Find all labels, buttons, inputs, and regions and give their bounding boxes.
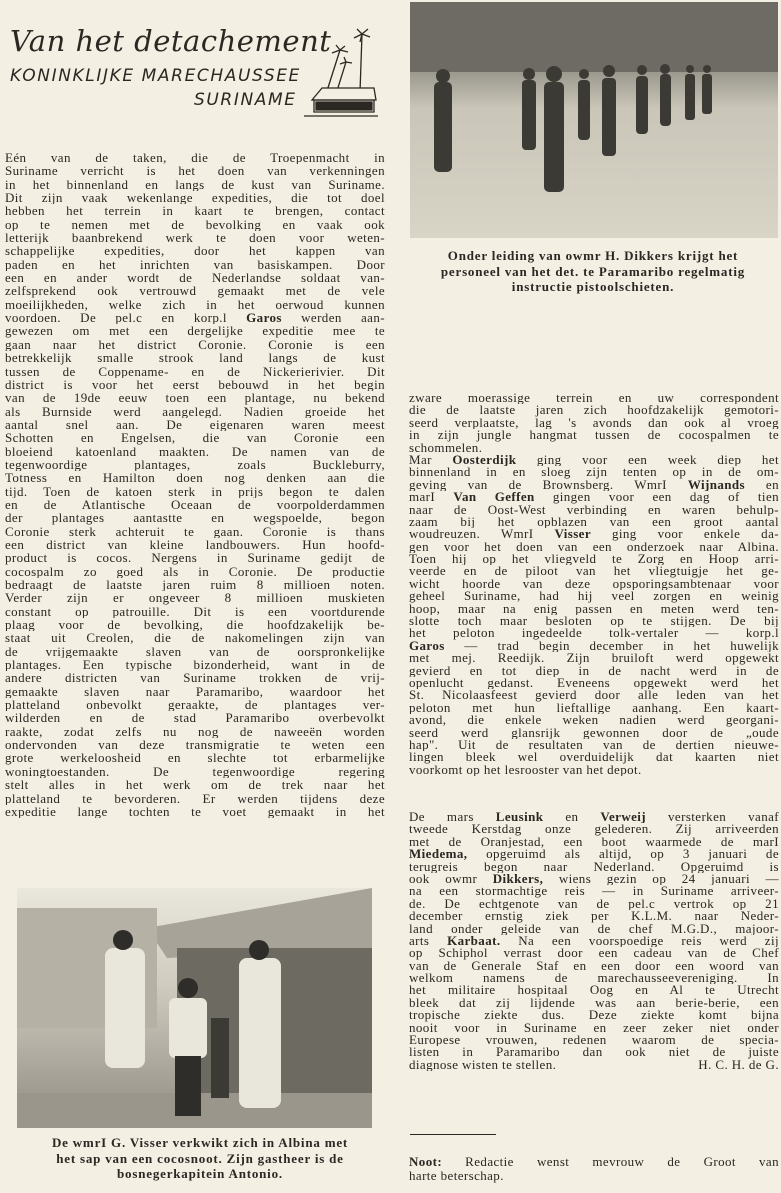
text-segment: St. Nicolaasfeest gevierd door alle leden van het	[409, 689, 779, 702]
text-line	[409, 615, 779, 627]
text-segment: gewezen om met een dergelijke expeditie mee te	[5, 324, 385, 338]
note-divider	[410, 1134, 496, 1135]
text-line	[409, 960, 779, 972]
photo-coconut-albina	[17, 888, 372, 1128]
text-line	[5, 645, 385, 658]
name-highlight: Wijnands	[687, 478, 745, 492]
text-segment: het militaire hospitaal Oog en Al te Utrecht	[409, 984, 779, 997]
name-highlight: Verweij	[600, 811, 647, 824]
text-line	[409, 466, 779, 478]
text-segment: zware moerassige terrein en uw correspondent	[409, 392, 779, 405]
text-line	[409, 677, 779, 689]
text-segment: wilderden en de stad Paramaribo overbevolkt	[5, 711, 385, 725]
photo-pistol-instruction	[410, 2, 778, 238]
text-segment: paden en het inrichten van basiskampen. Door	[5, 257, 385, 272]
text-segment: product is cocos. Nergens in Suriname gedijt de	[5, 551, 385, 565]
text-line	[5, 458, 385, 471]
text-segment: ging voor enkele da-	[591, 528, 779, 541]
text-line	[409, 454, 779, 466]
name-highlight: Leusink	[495, 811, 544, 824]
text-segment: Europese vrouwen, redenen waarom de specia-	[409, 1034, 779, 1047]
text-line	[409, 861, 779, 873]
text-segment: en	[543, 811, 601, 824]
masthead-subtitle: KONINKLIJKE MARECHAUSSEE	[10, 66, 301, 86]
text-line	[409, 935, 779, 947]
text-line	[409, 429, 779, 441]
text-line	[409, 898, 779, 910]
text-line	[409, 652, 779, 664]
text-line	[5, 725, 385, 738]
text-line	[5, 511, 385, 524]
text-segment: openlucht gedanst. Eveneens opgewekt werd het	[409, 676, 779, 690]
text-segment: bedraagt de laatste jaren ruim 8 millioen noten.	[5, 578, 385, 592]
text-line	[409, 714, 779, 726]
text-segment: peloton met hun lieftallige aanhang. Een kaart-	[409, 701, 779, 715]
text-line	[409, 528, 779, 540]
text-segment: diagnose wisten te stellen.	[409, 1058, 557, 1072]
text-line	[5, 471, 385, 484]
text-segment: in zijn jungle hangmat tussen de cocospalmen te	[409, 429, 779, 442]
text-line	[409, 404, 779, 416]
caption-line: Onder leiding van owmr H. Dikkers krijgt het	[447, 248, 739, 263]
article-right-column-part1	[409, 392, 779, 776]
text-line	[5, 711, 385, 724]
text-line	[409, 479, 779, 491]
text-line	[409, 516, 779, 528]
text-segment: letterijk baanbrekend werk te doen voor weten-	[5, 231, 385, 245]
masthead-region: SURINAME	[194, 90, 297, 110]
text-segment: gevierd en tot diep in de nacht werd in de	[409, 664, 779, 677]
text-line	[5, 685, 385, 698]
text-line	[409, 947, 779, 959]
text-segment: hap". Uit de resultaten van de dertien nieuwe-	[409, 738, 779, 752]
text-line	[409, 751, 779, 763]
text-segment: aantal snel aan. De eigenaren waren meest	[5, 417, 385, 432]
photo-content-hut-figures	[17, 888, 372, 1128]
photo-content-figures	[410, 2, 778, 238]
text-line	[409, 972, 779, 984]
text-segment: wiens gezin op 24 januari —	[543, 872, 779, 886]
text-segment: De mars	[409, 811, 496, 824]
text-line	[5, 805, 385, 818]
text-segment: binnenland in en sloeg zijn tenten op in de om-	[409, 466, 779, 479]
text-segment: hebben het terrein in kaart te brengen, contact	[5, 204, 385, 218]
text-segment: seerd werd glansrijk gewonnen door de „oude	[409, 726, 779, 739]
text-segment: geheel Suriname, had hij veel zorgen en weinig	[409, 590, 779, 603]
text-line	[5, 204, 385, 217]
text-line	[5, 365, 385, 378]
text-line	[409, 873, 779, 885]
text-segment: slotte toch maar besloten op te stijgen. De bij	[409, 615, 779, 628]
text-segment: district is voor het eerst bebouwd in het begin	[5, 377, 385, 392]
text-segment: plaag voor de bevolking, die hoofdzakelijk be-	[5, 618, 385, 632]
text-segment: betrekkelijk smalle strook land langs de kust	[5, 351, 385, 365]
text-line	[5, 485, 385, 498]
text-segment: terugreis begon naar Nederland. Opgeruimd is	[409, 860, 779, 873]
text-segment: van de 19de eeuw toen een plantage, nu bekend	[5, 391, 385, 405]
text-line	[5, 565, 385, 578]
text-segment: het peloton ingedeelde tolk-vertaler — korp.l	[409, 627, 779, 640]
text-segment: en	[744, 478, 779, 492]
text-segment: lingen bleek wel overduidelijk dat kaarten niet	[409, 751, 779, 764]
text-segment: andere districten van Suriname trokken de vrij-	[5, 671, 385, 685]
text-segment: ondervonden van deze transmigratie te weten een	[5, 738, 385, 752]
text-line	[409, 603, 779, 615]
caption-line: bosnegerkapitein Antonio.	[117, 1166, 283, 1181]
name-highlight: Garos	[409, 639, 445, 653]
bottom-photo-caption	[0, 1135, 400, 1182]
text-segment: gingen voor een dag of tien	[534, 491, 779, 504]
text-segment: versterken vanaf	[646, 811, 779, 824]
text-line	[5, 671, 385, 684]
text-line	[409, 417, 779, 429]
text-segment: listen in Paramaribo dan ook niet de juiste	[409, 1046, 779, 1059]
note-line: harte beterschap.	[409, 1169, 504, 1183]
text-line	[5, 751, 385, 764]
text-segment: constant op patrouille. Dit is een voortdurende	[5, 604, 385, 619]
text-segment: wicht hoorde van deze opsporingsambtenaar voor	[409, 577, 779, 591]
text-line	[409, 702, 779, 714]
text-segment: schappelijke expedities, door het kappen van	[5, 244, 385, 258]
text-segment: van de Generale Staf en een door een woord van	[409, 959, 779, 973]
text-segment: seerd verplaatste, lag 's avonds dan ook al vroeg	[409, 416, 779, 430]
text-segment: ging voor een week diep het	[516, 453, 779, 467]
text-segment: voorkomt op het lesrooster van het depot.	[409, 763, 642, 777]
text-line	[409, 997, 779, 1009]
text-line	[409, 442, 779, 454]
text-segment: in het binnenland en langs de kust van Suriname.	[5, 177, 385, 192]
caption-line: het sap van een cocosnoot. Zijn gastheer is de	[56, 1150, 344, 1166]
text-line	[5, 698, 385, 711]
text-line	[409, 727, 779, 739]
text-line	[5, 551, 385, 564]
text-line	[5, 578, 385, 591]
text-line	[5, 525, 385, 538]
text-line	[409, 764, 779, 776]
text-line	[409, 541, 779, 553]
text-segment: grote werkeloosheid en slechte tot erbarmelijke	[5, 751, 385, 765]
name-highlight: Karbaat.	[447, 934, 501, 948]
caption-line: De wmrI G. Visser verkwikt zich in Albina met	[51, 1135, 349, 1150]
text-segment: expeditie lange tochten te voet gemaakt in het	[5, 804, 385, 819]
text-line	[5, 431, 385, 444]
text-segment: schommelen.	[409, 441, 483, 454]
text-segment: tweede Kerstdag onze gelederen. Zij arriveerden	[409, 823, 779, 836]
text-segment: geving van de Brownsberg. WmrI	[409, 478, 688, 492]
palm-hut-icon	[304, 28, 380, 118]
text-line	[5, 391, 385, 404]
name-highlight: Visser	[554, 528, 592, 541]
text-line	[409, 590, 779, 602]
text-line	[409, 565, 779, 577]
text-line	[5, 658, 385, 671]
note-text: Redactie wenst mevrouw de Groot van	[465, 1155, 779, 1169]
text-line	[5, 538, 385, 551]
text-segment: de. De echtgenote van de pel.c vertrok op 21	[409, 897, 779, 911]
text-segment: ook owmr	[409, 872, 493, 886]
text-line	[409, 984, 779, 996]
text-segment: Suriname verricht is het doen van verkenningen	[5, 164, 385, 178]
text-segment: gen voor het doen van een onderzoek naar Albina.	[409, 540, 779, 554]
text-segment: stelt alles in het werk om de trek naar het	[5, 778, 385, 792]
masthead	[8, 20, 378, 120]
text-segment: Toen hij op het vliegveld te Zorg en Hoop arri-	[409, 553, 779, 566]
text-line	[5, 311, 385, 324]
text-line	[5, 605, 385, 618]
text-line	[5, 765, 385, 778]
text-line	[409, 1034, 779, 1046]
text-line	[409, 392, 779, 404]
text-segment: en de Atlantische Oceaan de voorpolderdammen	[5, 497, 385, 512]
text-segment: op Schiphol verrast door een cadeau van de Chef	[409, 947, 779, 960]
text-line	[5, 218, 385, 231]
text-line	[5, 244, 385, 257]
text-segment: welkom namens de marechausseevereniging. In	[409, 972, 779, 985]
text-segment: bloeiend katoenland maakten. De namen van de	[5, 444, 385, 458]
note-label: Noot:	[409, 1155, 443, 1169]
masthead-title: Van het detachement	[10, 24, 332, 58]
text-line	[5, 792, 385, 805]
text-line	[409, 1046, 779, 1058]
author-signature: H. C. H. de G.	[698, 1058, 779, 1072]
text-segment: moeilijkheden, welke zich in het oerwoud kunnen	[5, 297, 385, 312]
text-segment: Na een voorspoedige reis werd zij	[500, 934, 779, 948]
text-segment: gemaakte slaven naar Paramaribo, waardoor het	[5, 684, 385, 699]
text-segment: als Burnside werd aangelegd. Nadien groeide het	[5, 404, 385, 418]
text-segment: hoop, maar na enig passen en meten werd ten-	[409, 602, 779, 616]
text-line	[409, 553, 779, 565]
name-highlight: Dikkers,	[492, 872, 544, 886]
text-segment: Eén van de taken, die de Troepenmacht in	[5, 151, 385, 165]
text-segment: op te nemen met de bevolking en vaak ook	[5, 217, 385, 232]
text-line	[409, 689, 779, 701]
name-highlight: Van Geffen	[453, 491, 535, 504]
text-segment: avond, die enkele weken nadien werd georgani-	[409, 714, 779, 727]
text-line	[409, 627, 779, 639]
text-segment: woudreuzen. WmrI	[409, 528, 555, 541]
text-segment: tropische ziekte dus. Deze ziekte komt bijna	[409, 1009, 779, 1022]
text-segment: bleek dat zij lijdende was aan berie-berie, een	[409, 996, 779, 1010]
text-segment: staat uit Creolen, die de nakomelingen zijn van	[5, 631, 385, 645]
text-segment: Coronie sterk achteruit te gaan. Coronie is thans	[5, 524, 385, 538]
note-line	[409, 1155, 779, 1169]
text-segment: met de Oranjestad, een boot waarmede de marI	[409, 835, 779, 849]
text-segment: land onder geleide van de chef M.G.D., majoor-	[409, 922, 779, 935]
text-segment: platteland onbevolkt geraakte, de plantages ver-	[5, 698, 385, 712]
caption-line: instructie pistoolschieten.	[511, 279, 675, 294]
text-segment: met mej. Reedijk. Zijn bruiloft werd opgewekt	[409, 652, 779, 665]
caption-line: personeel van het det. te Paramaribo regelmatig	[440, 263, 746, 279]
text-line	[5, 498, 385, 511]
text-segment: Totness en Hamilton doen nog denken aan die	[5, 471, 385, 485]
text-line	[409, 885, 779, 897]
text-segment: veerde en de piloot van het vliegtuigje het ge-	[409, 565, 779, 578]
text-segment: der plantages aantastte en wegspoelde, begon	[5, 511, 385, 525]
text-line	[409, 665, 779, 677]
text-segment: Schotten en Engelsen, die van Coronie een	[5, 431, 385, 445]
text-line	[5, 298, 385, 311]
text-line	[5, 271, 385, 284]
text-segment: arts	[409, 934, 448, 948]
text-line	[5, 231, 385, 244]
text-line	[409, 811, 779, 823]
article-left-column	[5, 151, 385, 818]
text-line	[5, 405, 385, 418]
text-segment: gaan naar het district Coronie. Coronie is een	[5, 337, 385, 352]
text-segment: woningtoestanden. De tegenwoordige regering	[5, 764, 385, 779]
text-line	[5, 164, 385, 177]
text-segment: een en ander wordt de Nederlandse soldaat van-	[5, 271, 385, 285]
text-segment: cocospalm zo goed als in Coronie. De productie	[5, 564, 385, 578]
text-segment: tijd. Toen de katoen sterk in prijs begon te dalen	[5, 484, 385, 498]
article-right-column-part2	[409, 811, 779, 1071]
text-line	[5, 618, 385, 631]
text-segment: naar de Oost-West verbinding en waren behulp-	[409, 503, 779, 516]
name-highlight: Garos	[246, 311, 282, 325]
text-segment: marI	[409, 491, 454, 504]
text-segment: de vrijgemaakte slaven van de oorspronkelijke	[5, 644, 385, 659]
text-segment: zelfsprekend ook vertrouwd gemaakt met de vele	[5, 284, 385, 298]
text-line	[5, 178, 385, 191]
editorial-note	[409, 1155, 779, 1183]
text-segment: plantages. Een typische bizonderheid, want in de	[5, 658, 385, 672]
text-line	[5, 778, 385, 791]
text-segment: platteland te bevorderen. Er werden tijdens deze	[5, 791, 385, 805]
text-segment: tegenwoordige plantages, zoals Buckleburry,	[5, 457, 385, 472]
text-line	[409, 848, 779, 860]
text-line	[409, 739, 779, 751]
text-segment: Dit zijn vaak wekenlange expedities, die tot doel	[5, 191, 385, 205]
top-photo-caption	[405, 248, 781, 295]
text-line	[409, 823, 779, 835]
text-segment: voordoen. De pel.c en korp.l	[5, 311, 247, 325]
text-line	[409, 923, 779, 935]
text-line	[409, 1022, 779, 1034]
text-line	[409, 504, 779, 516]
text-line	[5, 591, 385, 604]
text-segment: Verder zijn er ongeveer 8 millioen muskieten	[5, 591, 385, 605]
text-line	[409, 491, 779, 503]
text-segment: een district van kleine landbouwers. Hun hoofd-	[5, 537, 385, 552]
text-segment: die de laatste jaren zich hoofdzakelijk gemotori-	[409, 404, 779, 417]
text-segment: zaam bij het opblazen van een groot aantal	[409, 515, 779, 529]
text-segment: tussen de Coppename- en de Nickerierivier. Dit	[5, 364, 385, 378]
text-line	[5, 351, 385, 364]
text-segment: december ernstig ziek per K.L.M. naar Neder-	[409, 910, 779, 923]
text-line	[5, 151, 385, 164]
text-line	[409, 1009, 779, 1021]
text-line	[409, 578, 779, 590]
text-line	[5, 338, 385, 351]
text-line	[5, 191, 385, 204]
text-line	[5, 258, 385, 271]
text-line	[5, 445, 385, 458]
text-segment: opgeruimd als altijd, op 3 januari de	[467, 848, 779, 861]
text-line	[409, 1059, 779, 1071]
text-segment: werden aan-	[281, 311, 385, 325]
text-line	[5, 418, 385, 431]
text-segment: — trad begin december in het huwelijk	[444, 639, 779, 653]
text-line	[5, 738, 385, 751]
text-line	[409, 640, 779, 652]
name-highlight: Miedema,	[409, 848, 468, 861]
name-highlight: Oosterdijk	[452, 453, 517, 467]
text-line	[5, 284, 385, 297]
text-line	[5, 324, 385, 337]
text-line	[409, 836, 779, 848]
text-line	[5, 378, 385, 391]
text-segment: raakte, zodat zelfs nu nog de naweeën worden	[5, 724, 385, 739]
text-segment: Mar	[409, 453, 453, 467]
text-segment: nooit voor in Suriname en zeer zeker niet onder	[409, 1021, 779, 1035]
text-segment: na een stormachtige reis — in Suriname arriveer-	[409, 885, 779, 898]
text-line	[5, 631, 385, 644]
text-line	[409, 910, 779, 922]
